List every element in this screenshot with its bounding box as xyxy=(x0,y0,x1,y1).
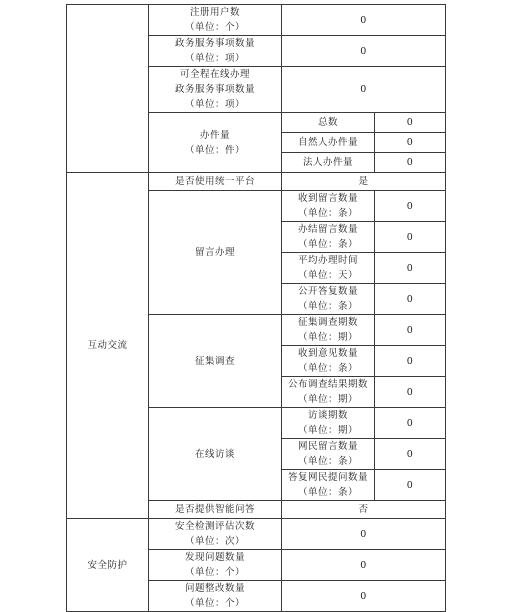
sub-label: 自然人办件量 xyxy=(282,133,375,153)
row-label: 政务服务事项数量 （单位：项） xyxy=(149,36,282,67)
sub-value: 0 xyxy=(375,346,446,377)
sub-label: 收到留言数量 （单位：条） xyxy=(282,191,375,222)
row-label: 问题整改数量 （单位：个） xyxy=(149,581,282,612)
survey-group-label: 征集调查 xyxy=(149,315,282,408)
row-value: 0 xyxy=(282,550,446,581)
sub-label: 征集调查期数 （单位：期） xyxy=(282,315,375,346)
sub-label: 法人办件量 xyxy=(282,153,375,173)
interview-group-label: 在线访谈 xyxy=(149,408,282,501)
sub-value: 0 xyxy=(375,315,446,346)
message-group-label: 留言办理 xyxy=(149,191,282,315)
table-row xyxy=(67,519,446,550)
row-label: 安全检测评估次数 （单位：次） xyxy=(149,519,282,550)
sub-label: 访谈期数 （单位：期） xyxy=(282,408,375,439)
sub-label: 公开答复数量 （单位：条） xyxy=(282,284,375,315)
security-section-label: 安全防护 xyxy=(67,519,149,612)
sub-label: 办结留言数量 （单位：条） xyxy=(282,222,375,253)
sub-label: 平均办理时间 （单位：天） xyxy=(282,253,375,284)
row-label: 是否提供智能问答 xyxy=(149,501,282,519)
row-label: 可全程在线办理 政务服务事项数量 （单位：项） xyxy=(149,67,282,113)
sub-value: 0 xyxy=(375,470,446,501)
sub-value: 0 xyxy=(375,133,446,153)
row-value: 0 xyxy=(282,67,446,113)
sub-value: 0 xyxy=(375,377,446,408)
row-label: 发现问题数量 （单位：个） xyxy=(149,550,282,581)
statistics-table xyxy=(66,4,446,612)
sub-value: 0 xyxy=(375,408,446,439)
sub-value: 0 xyxy=(375,222,446,253)
sub-value: 0 xyxy=(375,113,446,133)
sub-value: 0 xyxy=(375,284,446,315)
service-section-cell xyxy=(67,5,149,173)
row-label: 注册用户数 （单位：个） xyxy=(149,5,282,36)
row-value: 0 xyxy=(282,36,446,67)
sub-label: 网民留言数量 （单位：条） xyxy=(282,439,375,470)
sub-value: 0 xyxy=(375,153,446,173)
sub-label: 收到意见数量 （单位：条） xyxy=(282,346,375,377)
row-value: 0 xyxy=(282,5,446,36)
sub-value: 0 xyxy=(375,253,446,284)
row-value: 是 xyxy=(282,173,446,191)
sub-value: 0 xyxy=(375,191,446,222)
table-row xyxy=(67,173,446,191)
row-label: 是否使用统一平台 xyxy=(149,173,282,191)
row-value: 0 xyxy=(282,519,446,550)
sub-label: 公布调查结果期数 （单位：期） xyxy=(282,377,375,408)
table-row xyxy=(67,5,446,36)
interaction-section-label: 互动交流 xyxy=(67,173,149,519)
sub-label: 答复网民提问数量 （单位：条） xyxy=(282,470,375,501)
row-value: 否 xyxy=(282,501,446,519)
sub-label: 总数 xyxy=(282,113,375,133)
row-value: 0 xyxy=(282,581,446,612)
sub-value: 0 xyxy=(375,439,446,470)
cases-label: 办件量 （单位：件） xyxy=(149,113,282,173)
